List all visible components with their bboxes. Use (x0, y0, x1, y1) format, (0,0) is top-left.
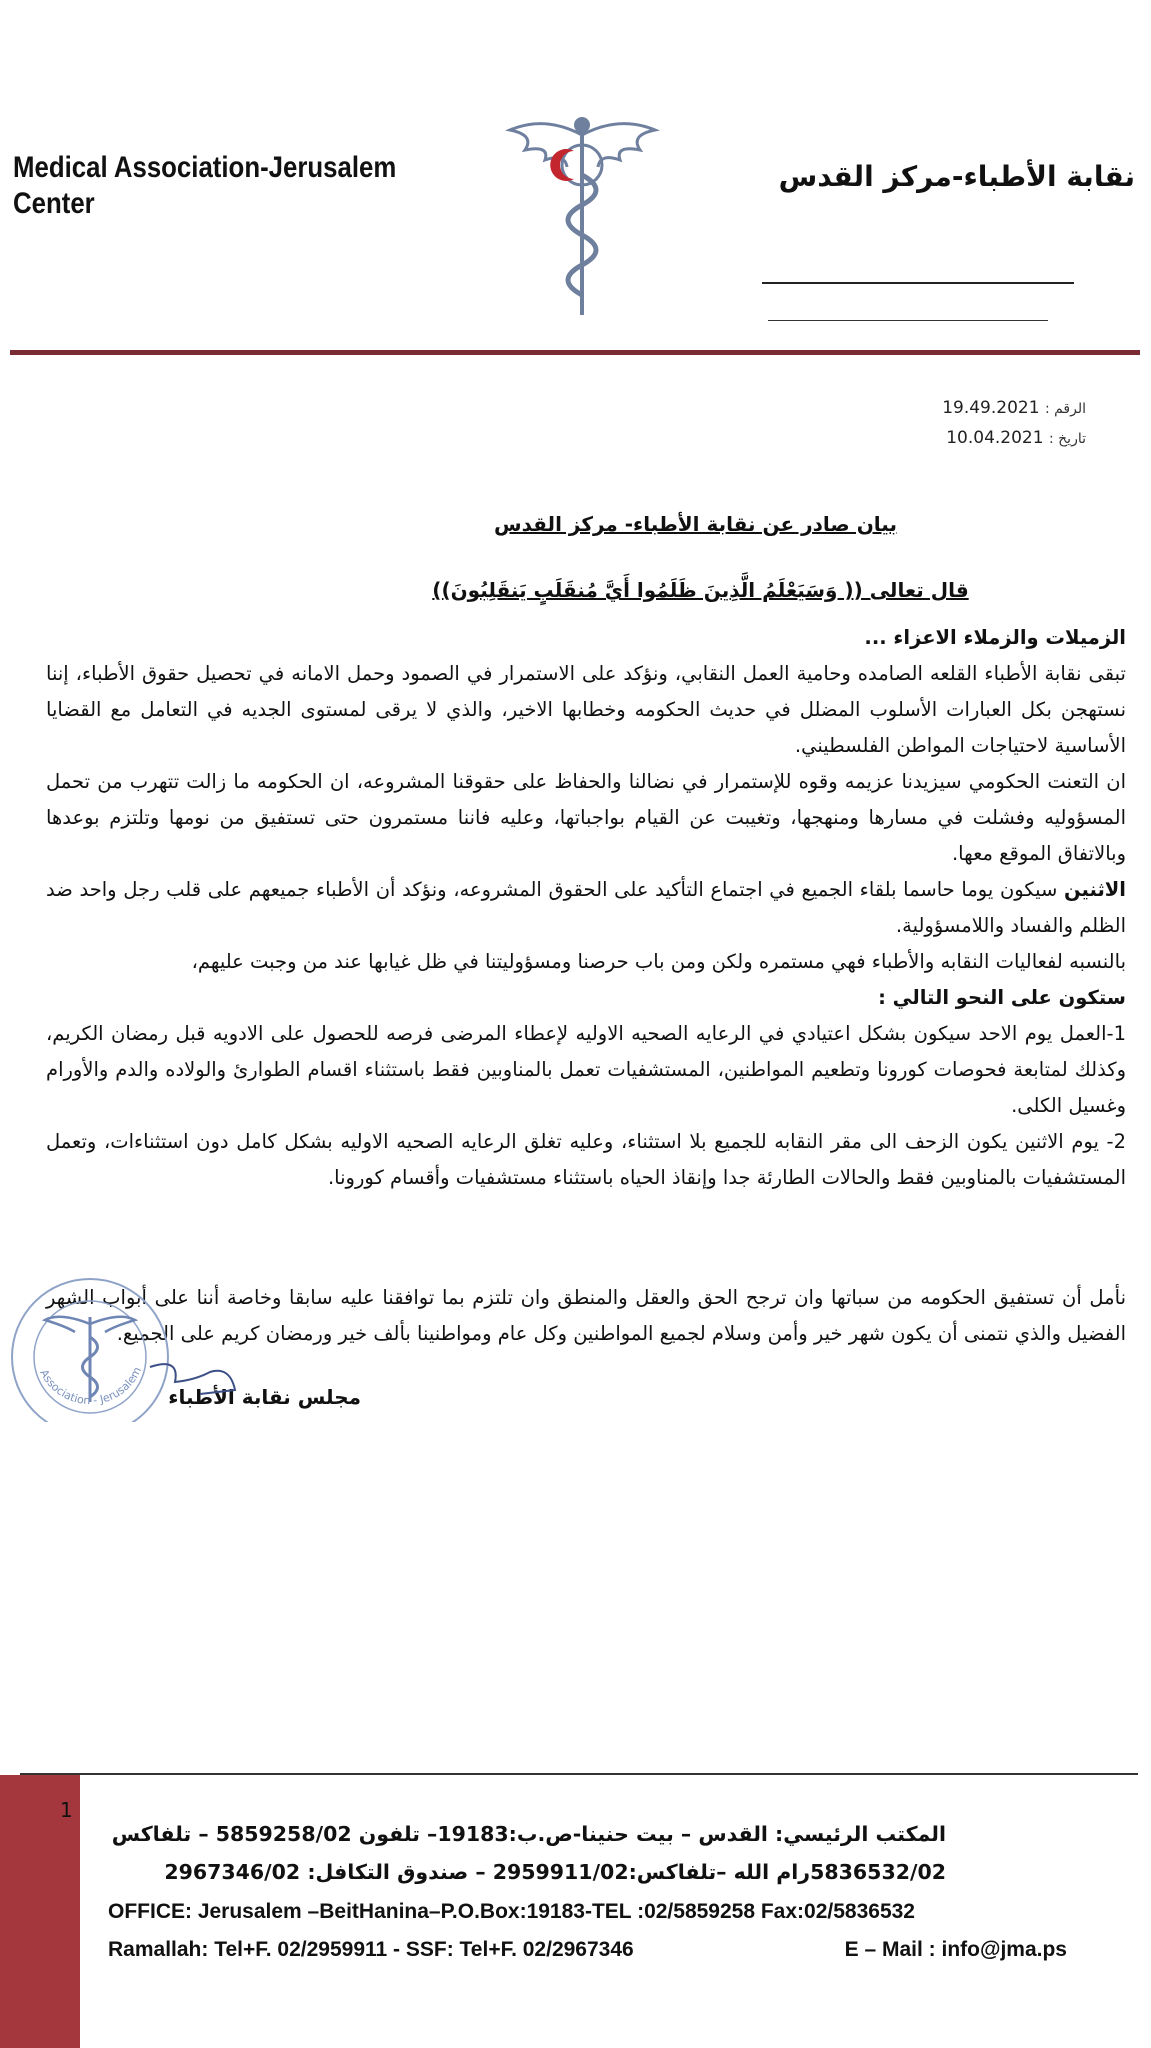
signature-label: مجلس نقابة الأطباء (168, 1385, 361, 1409)
footer-email[interactable]: E – Mail : info@jma.ps (844, 1938, 1067, 1961)
footer-address-ar-2: 5836532/02رام الله –تلفاكس:2959911/02 – صندوق التكافل: 2967346/02 (164, 1860, 946, 1884)
reference-label: الرقم : (1044, 401, 1086, 417)
paragraph-2: ان التعنت الحكومي سيزيدنا عزيمه وقوه للإستمرار في نضالنا والحفاظ على حقوقنا المشروعه، ان الحكومه ما زالت تتهرب من تحمل المسؤوليه وفشلت في مسارها ومنهجها، وتغيبت عن القيام بواجباتها، وعليه فاننا مستمرون حتى تستفيق من نومها وتلتزم بوعدها وبالاتفاق الموقع معها. (46, 770, 1126, 865)
footer-address-en-2: Ramallah: Tel+F. 02/2959911 - SSF: Tel+F. 02/2967346 (108, 1938, 634, 1961)
header-rule-secondary (768, 320, 1048, 321)
list-item-1: 1-العمل يوم الاحد سيكون بشكل اعتيادي في الرعايه الصحيه الاوليه لإعطاء المرضى فرصه للحصول على الادويه قبل رمضان الكريم، وكذلك لمتابعة فحوصات كورونا وتطعيم المواطنين، المستشفيات تعمل بالمناوبين فقط باستثناء اقسام الطوارئ والولاده والدم والأورام وغسيل الكلى. (46, 1022, 1126, 1117)
org-name-en: Medical Association-Jerusalem Center (13, 151, 397, 220)
page-number: 1 (60, 1798, 73, 1822)
caduceus-logo (505, 105, 660, 320)
paragraph-1: تبقى نقابة الأطباء القلعه الصامده وحامية العمل النقابي، ونؤكد على الاستمرار في الصمود وحمل الامانه في تحصيل حقوق الأطباء، إننا نستهجن بكل العبارات الأسلوب المضلل في حديث الحكومه وخطابها الاخير، والذي لا يرقى لمستوى الجديه في التعامل مع القضايا الأساسية لاحتياجات المواطن الفلسطيني. (46, 662, 1126, 757)
org-name-ar: نقابة الأطباء-مركز القدس (778, 160, 1135, 193)
statement-title: بيان صادر عن نقابة الأطباء- مركز القدس (494, 512, 897, 536)
reference-value: 19.49.2021 (942, 398, 1040, 418)
statement-body (46, 620, 1126, 1196)
reference-number (942, 398, 1086, 418)
footer-address-ar-1: المكتب الرئيسي: القدس – بيت حنينا-ص.ب:19183– تلفون 5859258/02 – تلفاكس (111, 1822, 946, 1846)
paragraph-4: بالنسبه لفعاليات النقابه والأطباء فهي مستمره ولكن ومن باب حرصنا ومسؤوليتنا في ظل غيابها عند من وجبت عليهم، (191, 950, 1126, 973)
greeting: الزميلات والزملاء الاعزاء ... (864, 626, 1126, 649)
date-value: 10.04.2021 (946, 428, 1044, 448)
quranic-verse: قال تعالى (( وَسَيَعْلَمُ الَّذِينَ ظَلَمُوا أَيَّ مُنقَلَبٍ يَنقَلِبُونَ)) (432, 578, 969, 602)
stamp-text: Association - Jerusalem (37, 1364, 145, 1408)
footer-address-en-1: OFFICE: Jerusalem –BeitHanina–P.O.Box:19183-TEL :02/5859258 Fax:02/5836532 (108, 1900, 915, 1923)
closing-paragraph: نأمل أن تستفيق الحكومه من سباتها وان ترجح الحق والعقل والمنطق وان تلتزم بما توافقنا عليه سابقا وخاصة أننا على أبواب الشهر الفضيل والذي نتمنى أن يكون شهر خير وأمن وسلام لجميع المواطنين وكل عام ومواطنينا بألف خير ورمضان كريم على الجميع. (46, 1286, 1126, 1345)
header-divider (10, 350, 1140, 355)
document-date (946, 428, 1086, 448)
paragraph-3: الاثنين سيكون يوما حاسما بلقاء الجميع في اجتماع التأكيد على الحقوق المشروعه، ونؤكد أن الأطباء جميعهم على قلب رجل واحد ضد الظلم والفساد واللامسؤولية. (46, 878, 1126, 937)
official-stamp (0, 1262, 250, 1422)
header-rule (762, 282, 1074, 284)
footer-divider (20, 1773, 1138, 1775)
date-label: تاريخ : (1048, 431, 1086, 447)
paragraph-4-heading: ستكون على النحو التالي : (878, 986, 1126, 1009)
list-item-2: 2- يوم الاثنين يكون الزحف الى مقر النقابه للجميع بلا استثناء، وعليه تغلق الرعايه الصحيه الاوليه بشكل كامل دون استثناءات، وتعمل المستشفيات بالمناوبين فقط والحالات الطارئة جدا وإنقاذ الحياه باستثناء مستشفيات وأقسام كورونا. (46, 1130, 1126, 1189)
